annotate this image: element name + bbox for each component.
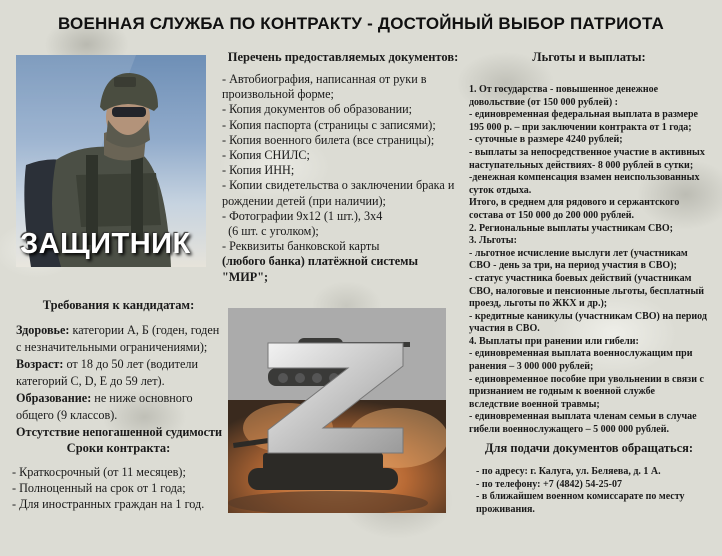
- documents-item: (6 шт. с уголком);: [222, 224, 319, 239]
- documents-item: - Копия военного билета (все страницы);: [222, 132, 435, 147]
- benefits-item: СВО - день за три, на период участия в СВО);: [469, 260, 677, 272]
- terms-item: - Краткосрочный (от 11 месяцев);: [12, 465, 186, 479]
- contacts-list: [476, 466, 716, 516]
- benefits-item: 2. Региональные выплаты участникам СВО;: [469, 222, 673, 234]
- contacts-item: - по телефону: +7 (4842) 54-25-07: [476, 478, 623, 490]
- benefits-item: ранения – 3 000 000 рублей;: [469, 361, 594, 373]
- documents-item: - Копия ИНН;: [222, 163, 295, 178]
- documents-item: произвольной форме;: [222, 87, 334, 102]
- benefits-item: вследствие военной травмы;: [469, 398, 600, 410]
- documents-item: - Фотографии 9х12 (1 шт.), 3х4: [222, 208, 383, 223]
- contacts-item: - по адресу: г. Калуга, ул. Беляева, д. 1 А.: [476, 466, 661, 477]
- benefits-heading: Льготы и выплаты:: [532, 50, 646, 64]
- benefits-list: [469, 84, 709, 437]
- documents-item: рождении детей (при наличии);: [222, 193, 386, 208]
- terms-item: - Для иностранных граждан на 1 год.: [12, 497, 205, 511]
- benefits-item: состава от 150 000 до 200 000 рублей.: [469, 209, 635, 221]
- benefits-item: суток отдыха.: [469, 184, 532, 196]
- education-text-cont: общего (9 классов).: [16, 408, 118, 422]
- documents-item: - Копия СНИЛС;: [222, 148, 310, 163]
- benefits-item: - статус участника боевых действий (участникам: [469, 272, 692, 284]
- documents-heading: Перечень предоставляемых документов:: [227, 50, 459, 64]
- documents-item: (любого банка) платёжной системы: [222, 254, 418, 269]
- benefits-item: признанием не годным к военной службе: [469, 386, 655, 398]
- documents-item: - Реквизиты банковской карты: [222, 239, 380, 254]
- benefits-item: гибели военнослужащего – 5 000 000 рублей.: [469, 424, 669, 436]
- documents-item: - Копии свидетельства о заключении брака и: [222, 178, 455, 193]
- benefits-item: - льготное исчисление выслуги лет (участникам: [469, 247, 688, 259]
- benefits-item: - единовременное пособие при увольнении в связи с: [469, 373, 704, 385]
- benefits-item: 1. От государства - повышенное денежное: [469, 84, 659, 95]
- page-title: ВОЕННАЯ СЛУЖБА ПО КОНТРАКТУ - ДОСТОЙНЫЙ ВЫБОР ПАТРИОТА: [58, 14, 664, 33]
- documents-item: - Копия документов об образовании;: [222, 102, 413, 117]
- hero-caption: ЗАЩИТНИК: [20, 228, 191, 260]
- tank-collage-icon: [228, 308, 446, 513]
- contacts-item: - в ближайшем военном комиссарате по месту: [476, 491, 685, 503]
- terms-list: [12, 464, 222, 512]
- education-text: не ниже основного: [91, 391, 193, 405]
- contacts-item: проживания.: [476, 503, 535, 515]
- health-label: Здоровье:: [16, 323, 70, 337]
- health-text: категории А, Б (годен, годен: [69, 323, 220, 337]
- benefits-item: СВО, налоговые и пенсионные льготы, бесплатный: [469, 285, 705, 297]
- terms-heading: Сроки контракта:: [66, 441, 171, 455]
- tank-photo: [228, 308, 446, 513]
- age-text-cont: категорий C, D, E до 59 лет).: [16, 374, 165, 388]
- benefits-item: - единовременная выплата членам семьи в случае: [469, 411, 697, 423]
- benefits-item: - суточные в размере 4240 рублей;: [469, 134, 623, 146]
- benefits-item: довольствие (от 150 000 рублей) :: [469, 96, 618, 108]
- documents-list: [222, 72, 462, 285]
- documents-item: - Копия паспорта (страницы с записями);: [222, 117, 436, 132]
- benefits-item: - кредитные каникулы (участникам СВО) на период: [469, 310, 707, 322]
- requirements-heading: Требования к кандидатам:: [42, 298, 195, 312]
- benefits-item: наступательных действиях- 8 000 рублей в сутки;: [469, 159, 694, 171]
- benefits-item: 3. Льготы:: [469, 235, 517, 247]
- benefits-item: - выплаты за непосредственное участие в активных: [469, 146, 705, 158]
- terms-item: - Полноценный на срок от 1 года;: [12, 481, 186, 495]
- benefits-item: -денежная компенсация взамен неиспользованных: [469, 172, 700, 184]
- benefits-item: Итого, в среднем для рядового и сержантского: [469, 197, 680, 209]
- benefits-item: - единовременная федеральная выплата в размере: [469, 109, 698, 121]
- contacts-heading: Для подачи документов обращаться:: [484, 441, 694, 455]
- benefits-item: проезд, льготы по ЖКХ и др.);: [469, 298, 608, 310]
- health-text-cont: с незначительными ограничениями);: [16, 340, 208, 354]
- education-label: Образование:: [16, 391, 92, 405]
- documents-item: "МИР";: [222, 269, 269, 284]
- age-label: Возраст:: [16, 357, 64, 371]
- requirements-block: [16, 322, 221, 441]
- benefits-item: 4. Выплаты при ранении или гибели:: [469, 335, 639, 347]
- criminal-record-requirement: Отсутствие непогашенной судимости: [16, 425, 223, 439]
- benefits-item: участия в СВО.: [469, 323, 540, 335]
- age-text: от 18 до 50 лет (водители: [63, 357, 199, 371]
- benefits-item: 195 000 р. – при заключении контракта от 1 года;: [469, 121, 692, 133]
- benefits-item: - единовременная выплата военнослужащим при: [469, 348, 693, 360]
- documents-item: - Автобиография, написанная от руки в: [222, 72, 427, 86]
